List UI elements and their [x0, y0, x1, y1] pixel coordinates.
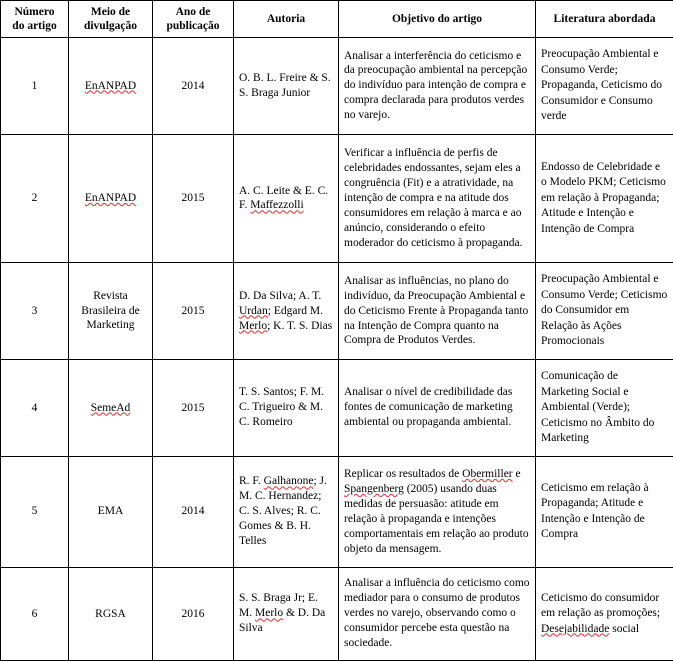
cell-numero: 4	[1, 359, 69, 456]
cell-meio	[69, 359, 153, 456]
column-header-literatura	[536, 1, 673, 38]
table-body	[1, 38, 673, 661]
column-header-autoria-label: Autoria	[266, 12, 306, 25]
cell-autoria-text: D. Da Silva; A. T. Urdan; Edgard M. Merlo; K. T. S. Dias	[239, 289, 333, 332]
cell-autoria	[234, 134, 339, 262]
cell-autoria: T. S. Santos; F. M. C. Trigueiro & M. C. Romeiro	[234, 359, 339, 456]
cell-literatura-text: Ceticismo do consumidor em relação as promoções; Desejabilidade social	[541, 591, 661, 635]
cell-ano: 2014	[153, 456, 234, 567]
table-header	[1, 1, 673, 38]
cell-autoria	[234, 456, 339, 567]
cell-objetivo: Analisar a interferência do ceticismo e da preocupação ambiental na percepção do indivíduo para intenção de compra e compra declarada para produtos verdes no varejo.	[339, 38, 536, 135]
cell-ano: 2015	[153, 263, 234, 360]
column-header-objetivo	[339, 1, 536, 38]
column-header-meio	[69, 1, 153, 38]
column-header-literatura-label: Literatura abordada	[553, 12, 656, 25]
cell-objetivo: Analisar a influência do ceticismo como mediador para o consumo de produtos verdes no varejo, observando como o consumidor percebe esta questão na sociedade.	[339, 567, 536, 660]
table-row	[1, 263, 673, 360]
table-row	[1, 456, 673, 567]
table-row	[1, 134, 673, 262]
cell-literatura	[536, 567, 673, 660]
cell-autoria	[234, 263, 339, 360]
cell-numero: 6	[1, 567, 69, 660]
cell-autoria: O. B. L. Freire & S. S. Braga Junior	[234, 38, 339, 135]
cell-meio	[69, 38, 153, 135]
cell-numero: 1	[1, 38, 69, 135]
column-header-ano-line2: publicação	[166, 20, 220, 32]
cell-numero: 3	[1, 263, 69, 360]
cell-objetivo: Analisar as influências, no plano do indivíduo, da Preocupação Ambiental e do Ceticismo Frente à Propaganda tanto na Intenção de Compra quanto na Compra de Produtos Verdes.	[339, 263, 536, 360]
table-header-row	[1, 1, 673, 38]
cell-meio-text: SemeAd	[90, 401, 131, 414]
cell-meio	[69, 134, 153, 262]
table-row	[1, 38, 673, 135]
column-header-meio-line2: divulgação	[83, 20, 138, 32]
cell-literatura: Preocupação Ambiental e Consumo Verde; Ceticismo do Consumidor em Relação às Ações Promocionais	[536, 263, 673, 360]
cell-literatura: Preocupação Ambiental e Consumo Verde; Propaganda, Ceticismo do Consumidor e Consumo verde	[536, 38, 673, 135]
cell-meio: Revista Brasileira de Marketing	[69, 263, 153, 360]
cell-ano: 2015	[153, 359, 234, 456]
cell-autoria	[234, 567, 339, 660]
cell-numero: 5	[1, 456, 69, 567]
cell-meio: RGSA	[69, 567, 153, 660]
cell-literatura: Comunicação de Marketing Social e Ambiental (Verde); Ceticismo no Âmbito do Marketing	[536, 359, 673, 456]
cell-numero: 2	[1, 134, 69, 262]
column-header-ano-line1: Ano de	[175, 5, 211, 18]
cell-literatura: Endosso de Celebridade e o Modelo PKM; Ceticismo em relação à Propaganda; Atitude e Intenção e Intenção de Compra	[536, 134, 673, 262]
column-header-objetivo-label: Objetivo do artigo	[391, 12, 483, 25]
cell-autoria-text: A. C. Leite & E. C. F. Maffezzolli	[239, 184, 329, 212]
column-header-autoria	[234, 1, 339, 38]
cell-objetivo: Analisar o nível de credibilidade das fontes de comunicação de marketing ambiental ou propaganda ambiental.	[339, 359, 536, 456]
cell-meio-text: EnANPAD	[84, 192, 137, 205]
cell-ano: 2016	[153, 567, 234, 660]
column-header-numero-line1: Número	[14, 5, 55, 18]
table-row	[1, 359, 673, 456]
column-header-numero-line2: do artigo	[12, 20, 57, 32]
table-row	[1, 567, 673, 660]
column-header-meio-line1: Meio de	[90, 5, 131, 18]
cell-autoria-text: R. F. Galhanone; J. M. C. Hernandez; C. S. Alves; R. C. Gomes & B. H. Telles	[239, 475, 327, 548]
cell-ano: 2015	[153, 134, 234, 262]
cell-autoria-text: S. S. Braga Jr; E. M. Merlo & D. Da Silva	[239, 592, 326, 635]
column-header-ano	[153, 1, 234, 38]
cell-meio: EMA	[69, 456, 153, 567]
cell-meio-text: EnANPAD	[84, 79, 137, 92]
cell-objetivo: Verificar a influência de perfis de celebridades endossantes, sejam eles a congruência (Fit) e a atratividade, na intenção de compra e na atitude dos consumidores em relação à marca e ao anúncio, considerando o efeito moderador do ceticismo à propaganda.	[339, 134, 536, 262]
cell-ano: 2014	[153, 38, 234, 135]
cell-objetivo-text: Replicar os resultados de Obermiller e Spangenberg (2005) usando duas medidas de persuasão: atitude em relação à propaganda e intenções comportamentais em relação ao produto objeto da mensagem.	[344, 467, 529, 555]
cell-literatura: Ceticismo em relação à Propaganda; Atitude e Intenção e Intenção de Compra	[536, 456, 673, 567]
column-header-numero	[1, 1, 69, 38]
cell-objetivo	[339, 456, 536, 567]
